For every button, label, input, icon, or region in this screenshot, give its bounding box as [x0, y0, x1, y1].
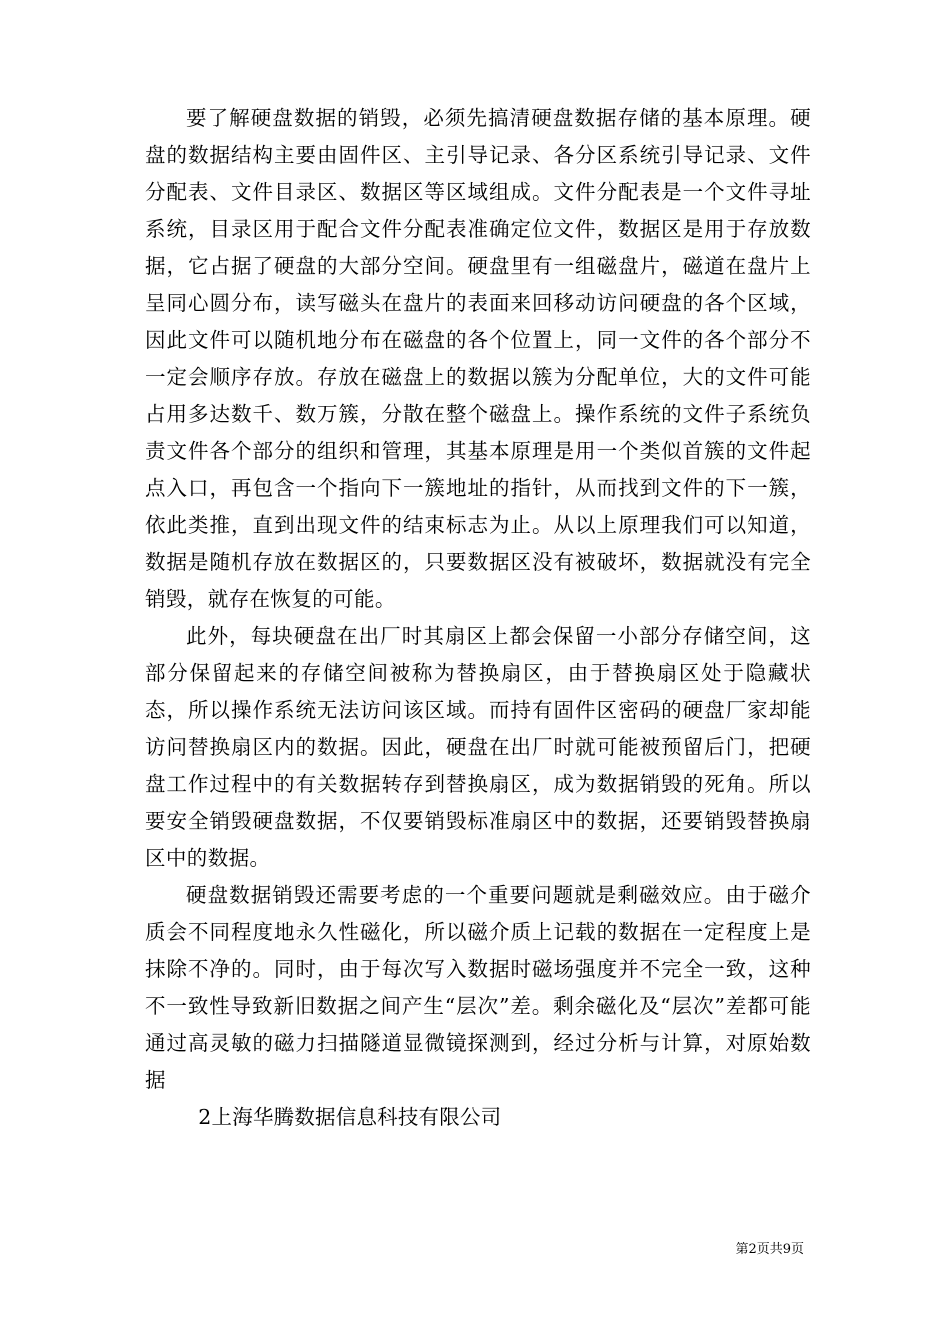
document-body: [145, 100, 811, 1136]
company-line: 2上海华腾数据信息科技有限公司: [198, 1105, 502, 1129]
paragraph-3: 硬盘数据销毁还需要考虑的一个重要问题就是剩磁效应。由于磁介质会不同程度地永久性磁化，所以磁介质上记载的数据在一定程度上是抹除不净的。同时，由于每次写入数据时磁场强度并不完全一致，这种不一致性导致新旧数据之间产生“层次”差。剩余磁化及“层次”差都可能通过高灵敏的磁力扫描隧道显微镜探测到，经过分析与计算，对原始数据: [145, 883, 811, 1092]
paragraph-1: 要了解硬盘数据的销毁，必须先搞清硬盘数据存储的基本原理。硬盘的数据结构主要由固件区、主引导记录、各分区系统引导记录、文件分配表、文件目录区、数据区等区域组成。文件分配表是一个文件寻址系统，目录区用于配合文件分配表准确定位文件，数据区是用于存放数据，它占据了硬盘的大部分空间。硬盘里有一组磁盘片，磁道在盘片上呈同心圆分布，读写磁头在盘片的表面来回移动访问硬盘的各个区域，因此文件可以随机地分布在磁盘的各个位置上，同一文件的各个部分不一定会顺序存放。存放在磁盘上的数据以簇为分配单位，大的文件可能占用多达数千、数万簇，分散在整个磁盘上。操作系统的文件子系统负责文件各个部分的组织和管理，其基本原理是用一个类似首簇的文件起点入口，再包含一个指向下一簇地址的指针，从而找到文件的下一簇，依此类推，直到出现文件的结束标志为止。从以上原理我们可以知道，数据是随机存放在数据区的，只要数据区没有被破坏，数据就没有完全销毁，就存在恢复的可能。: [145, 106, 811, 611]
paragraph-2: 此外，每块硬盘在出厂时其扇区上都会保留一小部分存储空间，这部分保留起来的存储空间被称为替换扇区，由于替换扇区处于隐藏状态，所以操作系统无法访问该区域。而持有固件区密码的硬盘厂家却能访问替换扇区内的数据。因此，硬盘在出厂时就可能被预留后门，把硬盘工作过程中的有关数据转存到替换扇区，成为数据销毁的死角。所以要安全销毁硬盘数据，不仅要销毁标准扇区中的数据，还要销毁替换扇区中的数据。: [145, 624, 811, 870]
page-number-footer: 第2页共9页: [735, 1242, 804, 1257]
